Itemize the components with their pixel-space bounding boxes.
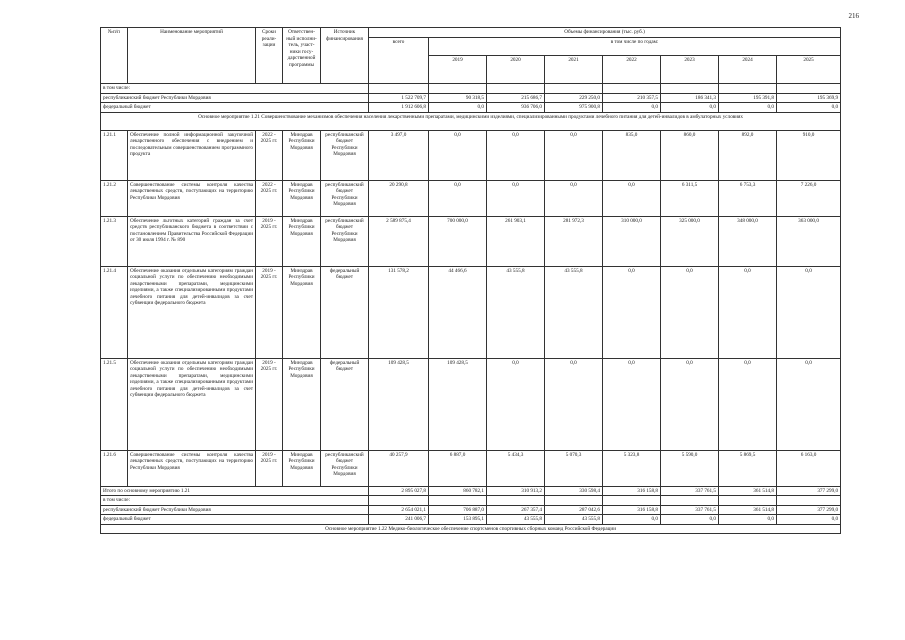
activity-value: 325 000,0 — [661, 216, 719, 266]
bottom-row-including — [101, 496, 841, 506]
totals-value: 330 598,4 — [545, 486, 603, 496]
activity-value: 0,0 — [429, 180, 487, 216]
header-year-2021: 2021 — [545, 56, 603, 84]
activity-value: 892,0 — [719, 130, 777, 180]
row-value: 936 706,0 — [487, 103, 545, 113]
activity-num: 1.21.5 — [101, 358, 128, 450]
activity-value: 0,0 — [487, 180, 545, 216]
section-title: Основное мероприятие 1.21 Совершенствование механизмов обеспечения населения лекарственными препаратами, медицинскими изделиями, специализированными продуктами лечебного питания для детей-инвалидов в амбулаторных условиях — [101, 112, 841, 130]
activity-value: 0,0 — [487, 130, 545, 180]
row-value: 975 900,8 — [545, 103, 603, 113]
header-year-2023: 2023 — [661, 56, 719, 84]
row-value — [777, 84, 841, 94]
row-total: 1 912 606,8 — [369, 103, 429, 113]
totals-value: 860 782,1 — [429, 486, 487, 496]
activity-value: 0,0 — [777, 358, 841, 450]
row-value — [429, 84, 487, 94]
activity-source: республиканский бюджет Республики Мордовия — [321, 130, 369, 180]
header-year-2025: 2025 — [777, 56, 841, 84]
activity-name: Обеспечение полной информационной закупочной лекарственного обеспечения с внедрением и последовательным совершенствованием программного продукта — [128, 130, 256, 180]
activity-source: республиканский бюджет Республики Мордовия — [321, 216, 369, 266]
section-1-row — [101, 112, 841, 130]
activity-row — [101, 180, 841, 216]
totals-value: 377 299,0 — [777, 486, 841, 496]
activity-value: 0,0 — [603, 266, 661, 358]
row-value: 195 369,9 — [777, 93, 841, 103]
activity-executor: Минздрав Республики Мордовия — [283, 130, 321, 180]
activity-value: 0,0 — [661, 358, 719, 450]
bottom-row-republican — [101, 505, 841, 515]
totals-value: 361 514,8 — [719, 486, 777, 496]
row-value — [777, 496, 841, 506]
activity-value: 5 590,0 — [661, 450, 719, 486]
activity-row — [101, 130, 841, 180]
bottom-row-federal — [101, 515, 841, 525]
row-value: 43 555,8 — [545, 515, 603, 525]
activity-row — [101, 266, 841, 358]
row-value: 186 341,3 — [661, 93, 719, 103]
header-volumes: Объемы финансирования (тыс. руб.) — [369, 28, 841, 38]
activity-term: 2019 - 2025 гг. — [256, 358, 283, 450]
activity-value: 0,0 — [429, 130, 487, 180]
activity-row — [101, 450, 841, 486]
activity-value: 5 434,3 — [487, 450, 545, 486]
activity-value: 0,0 — [603, 358, 661, 450]
activity-total: 20 290,8 — [369, 180, 429, 216]
activity-value: 281 972,3 — [545, 216, 603, 266]
row-total — [369, 496, 429, 506]
totals-value: 337 761,5 — [661, 486, 719, 496]
activity-value: 700 000,0 — [429, 216, 487, 266]
row-value: 195 391,8 — [719, 93, 777, 103]
activity-value: 0,0 — [661, 266, 719, 358]
row-value: 0,0 — [429, 103, 487, 113]
row-value: 287 042,6 — [545, 505, 603, 515]
row-total — [369, 84, 429, 94]
activity-value: 6 887,0 — [429, 450, 487, 486]
totals-value: 316 158,8 — [603, 486, 661, 496]
activity-value: 261 903,1 — [487, 216, 545, 266]
row-value: 267 357,4 — [487, 505, 545, 515]
header-including-years: в том числе по годам: — [429, 38, 841, 56]
row-value: 0,0 — [603, 515, 661, 525]
activity-row — [101, 358, 841, 450]
totals-total: 2 895 027,8 — [369, 486, 429, 496]
activity-name: Совершенствование системы контроля качества лекарственных средств, поступающих на территорию Республики Мордовия — [128, 180, 256, 216]
row-label: республиканский бюджет Республики Мордовия — [101, 505, 369, 515]
activity-value: 0,0 — [487, 358, 545, 450]
activity-executor: Минздрав Республики Мордовия — [283, 216, 321, 266]
activity-value: 6 163,0 — [777, 450, 841, 486]
activity-total: 3 497,0 — [369, 130, 429, 180]
header-year-2020: 2020 — [487, 56, 545, 84]
row-value: 90 318,5 — [429, 93, 487, 103]
activity-term: 2022 - 2025 гг. — [256, 130, 283, 180]
activity-value: 0,0 — [719, 358, 777, 450]
section-2-row — [101, 524, 841, 534]
totals-row — [101, 486, 841, 496]
activity-name: Обеспечение оказания отдельным категориям граждан социальной услуги по обеспечению необходимыми лекарственными препаратами, медицинскими изделиями, а также специализированными продуктами лечебного питания для детей-инвалидов за счет субвенции федерального бюджета — [128, 266, 256, 358]
row-total: 1 522 709,7 — [369, 93, 429, 103]
activity-total: 131 578,2 — [369, 266, 429, 358]
row-value: 337 761,5 — [661, 505, 719, 515]
activity-value: 5 869,5 — [719, 450, 777, 486]
row-label: федеральный бюджет — [101, 103, 369, 113]
activity-name: Обеспечение оказания отдельным категориям граждан социальной услуги по обеспечению необходимыми лекарственными препаратами, медицинскими изделиями, а также специализированными продуктами лечебного питания для детей-инвалидов за счет субвенции федерального бюджета — [128, 358, 256, 450]
row-label: в том числе: — [101, 496, 369, 506]
activity-value: 6 311,5 — [661, 180, 719, 216]
activity-value: 109 428,5 — [429, 358, 487, 450]
top-row-federal — [101, 103, 841, 113]
row-value: 153 895,1 — [429, 515, 487, 525]
activity-value: 363 000,0 — [777, 216, 841, 266]
activity-value: 0,0 — [545, 130, 603, 180]
row-label: федеральный бюджет — [101, 515, 369, 525]
header-year-2024: 2024 — [719, 56, 777, 84]
activity-value: 5 070,3 — [545, 450, 603, 486]
activity-value: 310 000,0 — [603, 216, 661, 266]
activity-value: 910,0 — [777, 130, 841, 180]
activity-total: 40 257,9 — [369, 450, 429, 486]
activity-executor: Минздрав Республики Мордовия — [283, 180, 321, 216]
row-value — [603, 496, 661, 506]
row-value — [603, 84, 661, 94]
header-year-2022: 2022 — [603, 56, 661, 84]
activity-num: 1.21.2 — [101, 180, 128, 216]
activity-total: 109 428,5 — [369, 358, 429, 450]
row-label: в том числе: — [101, 84, 369, 94]
header-year-2019: 2019 — [429, 56, 487, 84]
header-executor: Ответствен-ный исполни-тель, участ-ники госу-дарственной программы — [283, 28, 321, 84]
totals-label: Итого по основному мероприятию 1.21 — [101, 486, 369, 496]
activity-total: 2 589 875,4 — [369, 216, 429, 266]
header-deadline: Сроки реали-зации — [256, 28, 283, 84]
activity-value: 0,0 — [545, 180, 603, 216]
activity-value: 0,0 — [603, 180, 661, 216]
row-total: 2 654 021,1 — [369, 505, 429, 515]
row-value: 229 250,0 — [545, 93, 603, 103]
activity-num: 1.21.4 — [101, 266, 128, 358]
section-title: Основное мероприятие 1.22 Медико-биологическое обеспечение спортсменов спортивных сборных команд Российской Федерации — [101, 524, 841, 534]
row-label: республиканский бюджет Республики Мордовия — [101, 93, 369, 103]
row-value: 0,0 — [777, 103, 841, 113]
activity-num: 1.21.6 — [101, 450, 128, 486]
activity-name: Обеспечение льготных категорий граждан за счет средств республиканского бюджета в соответствии с постановлением Правительства Российской Федерации от 30 июля 1994 г. № 890 — [128, 216, 256, 266]
activity-value: 860,0 — [661, 130, 719, 180]
activity-value: 44 466,6 — [429, 266, 487, 358]
row-value: 210 357,5 — [603, 93, 661, 103]
row-value: 215 686,7 — [487, 93, 545, 103]
activity-executor: Минздрав Республики Мордовия — [283, 358, 321, 450]
row-value — [661, 496, 719, 506]
activity-value: 7 226,0 — [777, 180, 841, 216]
activity-value: 6 753,3 — [719, 180, 777, 216]
activity-source: республиканский бюджет Республики Мордовия — [321, 450, 369, 486]
activity-source: республиканский бюджет Республики Мордовия — [321, 180, 369, 216]
row-value — [429, 496, 487, 506]
header-num: №п/п — [101, 28, 128, 84]
activity-source: федеральный бюджет — [321, 266, 369, 358]
activity-executor: Минздрав Республики Мордовия — [283, 450, 321, 486]
activity-value: 0,0 — [719, 266, 777, 358]
activity-value: 0,0 — [777, 266, 841, 358]
row-value: 43 555,8 — [487, 515, 545, 525]
top-row-republican — [101, 93, 841, 103]
activity-source: федеральный бюджет — [321, 358, 369, 450]
row-value: 316 158,8 — [603, 505, 661, 515]
activity-name: Совершенствование системы контроля качества лекарственных средств, поступающих на территорию Республики Мордовия — [128, 450, 256, 486]
row-value: 706 887,0 — [429, 505, 487, 515]
row-value: 0,0 — [719, 515, 777, 525]
top-row-including — [101, 84, 841, 94]
activity-term: 2022 - 2025 гг. — [256, 180, 283, 216]
page-number: 216 — [848, 12, 859, 20]
financing-table — [100, 27, 841, 534]
header-source: Источник финансирования — [321, 28, 369, 84]
row-value: 0,0 — [719, 103, 777, 113]
header-total: всего — [369, 38, 429, 84]
activity-value: 348 000,0 — [719, 216, 777, 266]
row-value: 0,0 — [603, 103, 661, 113]
activity-value: 835,0 — [603, 130, 661, 180]
row-value: 361 514,8 — [719, 505, 777, 515]
row-value: 0,0 — [777, 515, 841, 525]
row-total: 241 006,7 — [369, 515, 429, 525]
row-value — [545, 496, 603, 506]
activity-term: 2019 - 2025 гг. — [256, 450, 283, 486]
activity-term: 2019 - 2025 гг. — [256, 266, 283, 358]
row-value — [719, 84, 777, 94]
activity-term: 2019 - 2025 гг. — [256, 216, 283, 266]
row-value — [719, 496, 777, 506]
activity-value: 0,0 — [545, 358, 603, 450]
row-value: 0,0 — [661, 103, 719, 113]
totals-value: 310 913,2 — [487, 486, 545, 496]
row-value — [545, 84, 603, 94]
activity-num: 1.21.1 — [101, 130, 128, 180]
row-value — [661, 84, 719, 94]
row-value: 377 299,0 — [777, 505, 841, 515]
row-value — [487, 84, 545, 94]
row-value — [487, 496, 545, 506]
activity-num: 1.21.3 — [101, 216, 128, 266]
activity-executor: Минздрав Республики Мордовия — [283, 266, 321, 358]
activity-value: 43 555,8 — [487, 266, 545, 358]
activity-value: 5 323,8 — [603, 450, 661, 486]
activity-row — [101, 216, 841, 266]
row-value: 0,0 — [661, 515, 719, 525]
header-name: Наименование мероприятий — [128, 28, 256, 84]
activity-value: 43 555,8 — [545, 266, 603, 358]
